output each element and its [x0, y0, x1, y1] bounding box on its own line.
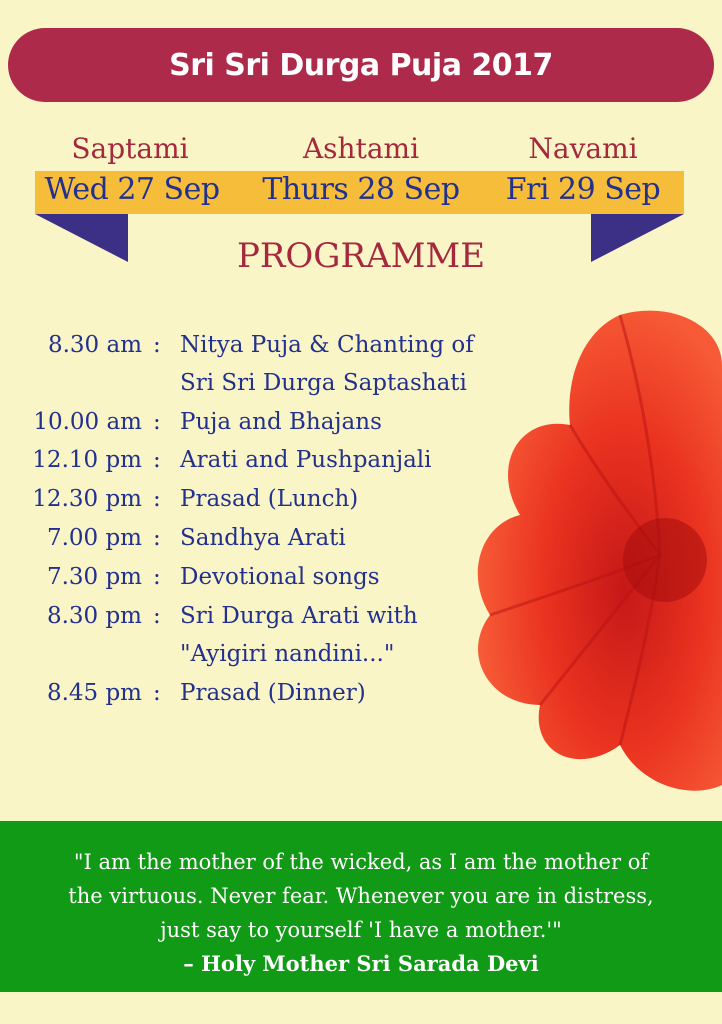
- schedule-item: Sri Sri Durga Saptashati: [180, 370, 467, 396]
- schedule-time: 7.00 pm: [46, 525, 142, 551]
- schedule-time: 8.45 pm: [46, 680, 142, 706]
- schedule-row: [0, 519, 722, 557]
- schedule-item: Devotional songs: [180, 564, 380, 590]
- title-banner: [8, 28, 714, 102]
- quote-band: [0, 821, 722, 992]
- schedule-time: 8.30 pm: [46, 603, 142, 629]
- schedule-item: Prasad (Dinner): [180, 680, 366, 706]
- date-saptami: Wed 27 Sep: [44, 172, 220, 207]
- quote-line: just say to yourself 'I have a mother.'": [160, 918, 562, 942]
- schedule-row: [0, 597, 722, 635]
- schedule-item: Sri Durga Arati with: [180, 603, 418, 629]
- schedule-row: [0, 364, 722, 402]
- schedule-row: [0, 558, 722, 596]
- schedule-time: 12.10 pm: [32, 447, 142, 473]
- schedule-time: 12.30 pm: [32, 486, 142, 512]
- schedule-row: [0, 480, 722, 518]
- schedule-colon: :: [153, 486, 161, 512]
- quote-line: "I am the mother of the wicked, as I am the mother of: [73, 850, 649, 874]
- quote-line: the virtuous. Never fear. Whenever you are in distress,: [68, 884, 654, 908]
- schedule-row: [0, 403, 722, 441]
- day-name-saptami: Saptami: [71, 132, 189, 165]
- quote-author: – Holy Mother Sri Sarada Devi: [183, 951, 539, 976]
- date-ashtami: Thurs 28 Sep: [262, 172, 460, 207]
- schedule-row: [0, 635, 722, 673]
- schedule-colon: :: [153, 409, 161, 435]
- day-name-ashtami: Ashtami: [302, 132, 420, 165]
- schedule-time: 8.30 am: [47, 332, 142, 358]
- schedule-colon: :: [153, 564, 161, 590]
- schedule-item: Sandhya Arati: [180, 525, 346, 551]
- programme-heading: PROGRAMME: [236, 236, 486, 276]
- schedule-item: Nitya Puja & Chanting of: [180, 332, 474, 358]
- date-navami: Fri 29 Sep: [505, 172, 661, 207]
- schedule-colon: :: [153, 525, 161, 551]
- schedule-colon: :: [153, 603, 161, 629]
- schedule-item: Puja and Bhajans: [180, 409, 382, 435]
- schedule-colon: :: [153, 447, 161, 473]
- schedule-time: 7.30 pm: [46, 564, 142, 590]
- schedule-row: [0, 326, 722, 364]
- day-name-navami: Navami: [528, 132, 638, 165]
- schedule-row: [0, 441, 722, 479]
- schedule-item: "Ayigiri nandini...": [180, 641, 395, 667]
- schedule-colon: :: [153, 680, 161, 706]
- schedule-item: Arati and Pushpanjali: [180, 447, 432, 473]
- schedule-colon: :: [153, 332, 161, 358]
- page-title: Sri Sri Durga Puja 2017: [169, 47, 553, 83]
- schedule-row: [0, 674, 722, 712]
- schedule-time: 10.00 am: [33, 409, 142, 435]
- schedule-item: Prasad (Lunch): [180, 486, 359, 512]
